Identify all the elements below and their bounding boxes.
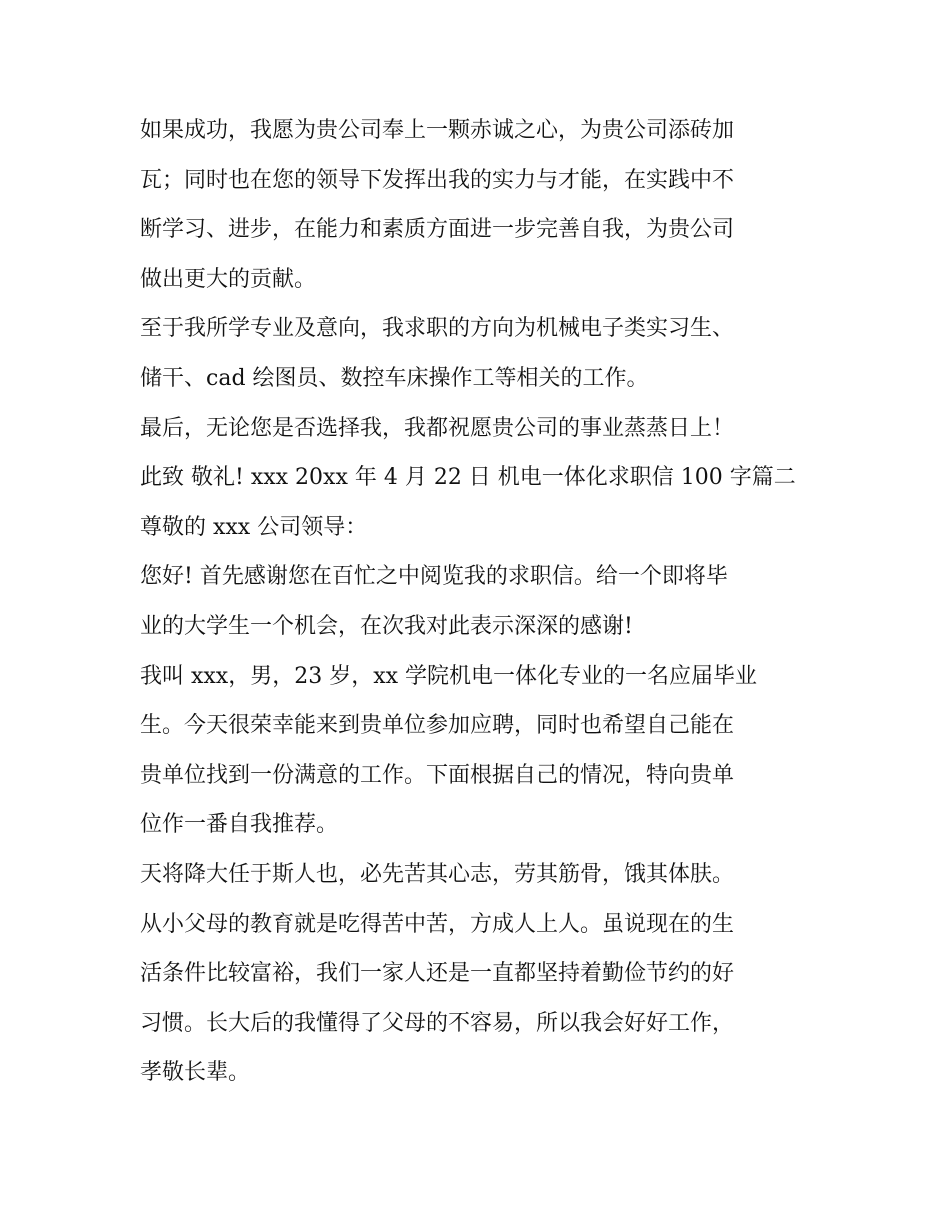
text-line: 断学习、进步，在能力和素质方面进一步完善自我，为贵公司 <box>140 217 735 243</box>
document-page <box>140 106 820 1098</box>
text-line: 做出更大的贡献。 <box>140 266 317 292</box>
text-line: 如果成功，我愿为贵公司奉上一颗赤诚之心，为贵公司添砖加 <box>140 118 735 143</box>
text-line: 从小父母的教育就是吃得苦中苦，方成人上人。虽说现在的生 <box>140 911 735 937</box>
text-line: 瓦；同时也在您的领导下发挥出我的实力与才能，在实践中不 <box>140 167 735 193</box>
text-line: 最后，无论您是否选择我，我都祝愿贵公司的事业蒸蒸日上！ <box>140 415 735 441</box>
text-line: 业的大学生一个机会，在次我对此表示深深的感谢! <box>140 613 633 639</box>
text-line: 位作一番自我推荐。 <box>140 812 339 838</box>
text-line: 贵单位找到一份满意的工作。下面根据自己的情况，特向贵单 <box>140 762 735 788</box>
text-line: 此致 敬礼! xxx 20xx 年 4 月 22 日 机电一体化求职信 100 字篇二 <box>140 465 796 491</box>
text-line: 习惯。长大后的我懂得了父母的不容易，所以我会好好工作， <box>140 1010 735 1036</box>
text-line: 我叫 xxx，男，23 岁，xx 学院机电一体化专业的一名应届毕业 <box>140 663 758 689</box>
text-line: 孝敬长辈。 <box>140 1060 251 1086</box>
text-line: 尊敬的 xxx 公司领导： <box>140 514 368 540</box>
text-line: 您好! 首先感谢您在百忙之中阅览我的求职信。给一个即将毕 <box>140 564 728 590</box>
text-line: 天将降大任于斯人也，必先苦其心志，劳其筋骨，饿其体肤。 <box>140 861 735 887</box>
text-line: 储干、cad 绘图员、数控车床操作工等相关的工作。 <box>140 365 649 391</box>
text-line: 活条件比较富裕，我们一家人还是一直都坚持着勤俭节约的好 <box>140 961 735 987</box>
text-line: 生。今天很荣幸能来到贵单位参加应聘，同时也希望自己能在 <box>140 713 735 739</box>
text-line: 至于我所学专业及意向，我求职的方向为机械电子类实习生、 <box>140 316 735 342</box>
